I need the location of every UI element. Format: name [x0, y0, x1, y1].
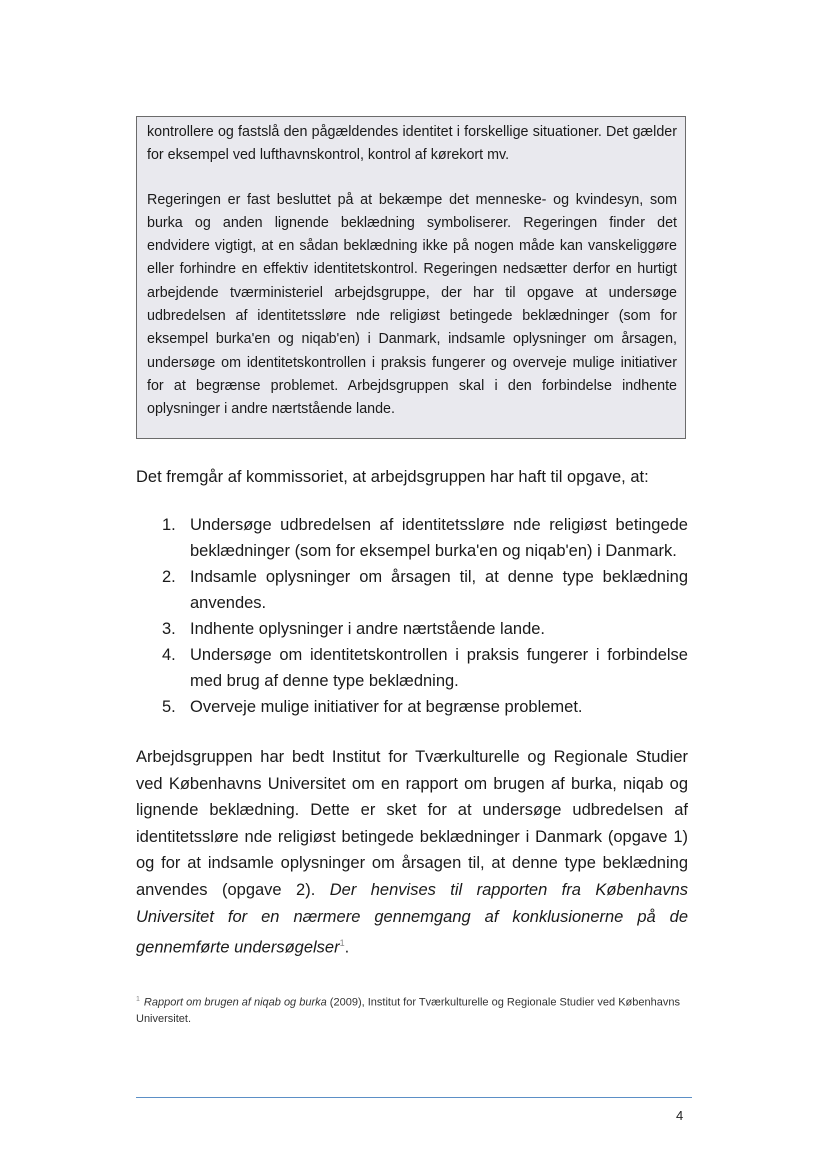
list-number: 4. — [162, 646, 176, 664]
footnote-reference[interactable]: 1 — [339, 938, 345, 949]
list-text: Overveje mulige initiativer for at begrænse problemet. — [190, 698, 583, 716]
footer-divider — [136, 1097, 692, 1098]
list-number: 3. — [162, 620, 176, 638]
body-italic-text: Der henvises til rapporten fra Københavns Universitet for en nærmere gennemgang af konklusionerne på de gennemførte undersøgelser — [136, 880, 689, 957]
list-item — [136, 564, 688, 616]
quote-paragraph-1: kontrollere og fastslå den pågældendes identitet i forskellige situationer. Det gælder for eksempel ved lufthavnskontrol, kontrol af kørekort mv. — [147, 124, 677, 164]
quoted-commission-box — [136, 116, 686, 439]
task-list — [136, 512, 688, 720]
list-text: Undersøge udbredelsen af identitetssløre nde religiøst betingede beklædninger (som for eksempel burka'en og niqab'en) i Danmark. — [190, 516, 688, 560]
list-number: 5. — [162, 698, 176, 716]
list-text: Indsamle oplysninger om årsagen til, at denne type beklædning anvendes. — [190, 568, 688, 612]
list-item — [136, 512, 688, 564]
page-number: 4 — [676, 1108, 684, 1123]
list-item — [136, 642, 688, 694]
body-end-punctuation: . — [344, 938, 350, 957]
footnote-title: Rapport om brugen af niqab og burka — [143, 996, 327, 1009]
footnote — [136, 992, 688, 1027]
body-plain-text: Arbejdsgruppen har bedt Institut for Tværkulturelle og Regionale Studier ved Københavns Universitet om en rapport om brugen af burka, niqab og lignende beklædning. Dette er sket for at undersøge udbredelsen af identitetssløre nde religiøst betingede beklædninger i Danmark (opgave 1) og for at indsamle oplysninger om årsagen til, at denne type beklædning anvendes (opgave 2). — [136, 748, 688, 899]
footnote-text: (2009), Institut for Tværkulturelle og Regionale Studier ved Københavns Universitet. — [136, 996, 680, 1025]
list-item — [136, 616, 688, 642]
list-text: Undersøge om identitetskontrollen i praksis fungerer i forbindelse med brug af denne type beklædning. — [190, 646, 688, 690]
list-number: 2. — [162, 568, 176, 586]
list-number: 1. — [162, 516, 176, 534]
quote-paragraph-2: Regeringen er fast besluttet på at bekæmpe det menneske- og kvindesyn, som burka og anden lignende beklædning symboliserer. Regeringen finder det endvidere vigtigt, at en sådan beklædning ikke på nogen måde kan vanskeliggøre eller forhindre en effektiv identitetskontrol. Regeringen nedsætter derfor en hurtigt arbejdende tværministeriel arbejdsgruppe, der har til opgave at undersøge udbredelsen af identitetssløre nde religiøst betingede beklædninger (som for eksempel burka'en og niqab'en) i Danmark, indsamle oplysninger om årsagen, undersøge om identitetskontrollen i praksis fungerer og overveje mulige initiativer for at begrænse problemet. Arbejdsgruppen skal i den forbindelse indhente oplysninger i andre nærtstående lande. — [147, 191, 677, 418]
footnote-number: 1 — [136, 996, 140, 1003]
intro-sentence: Det fremgår af kommissoriet, at arbejdsgruppen har haft til opgave, at: — [136, 468, 649, 486]
list-item — [136, 694, 688, 720]
body-paragraph — [136, 744, 688, 961]
list-text: Indhente oplysninger i andre nærtstående lande. — [190, 620, 545, 638]
